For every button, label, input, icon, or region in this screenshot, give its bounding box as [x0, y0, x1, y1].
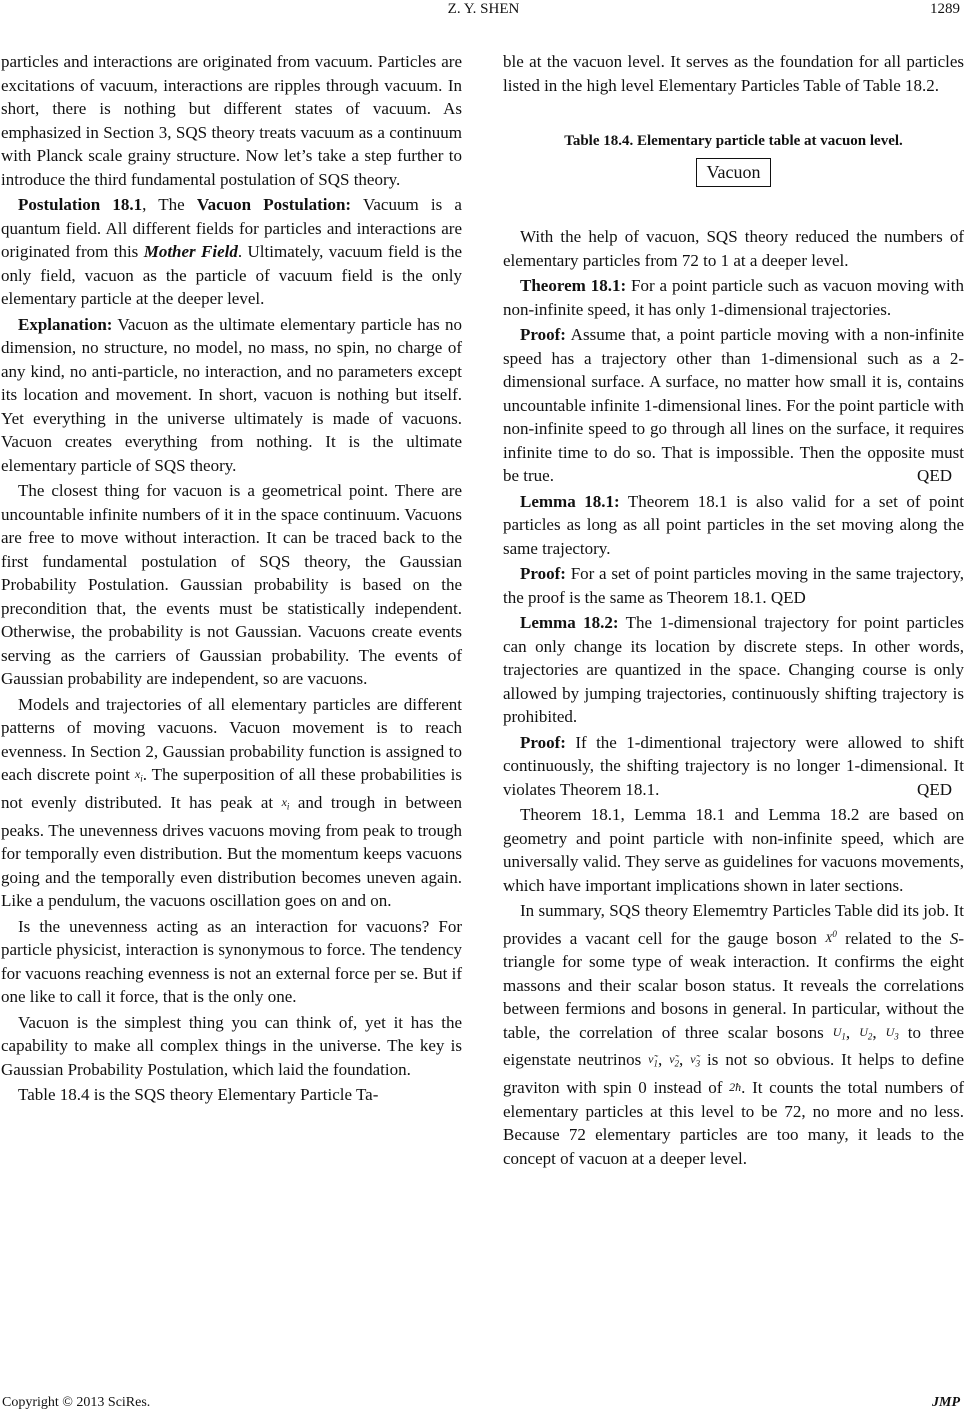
math-U2: $U_2$ — [859, 1024, 873, 1041]
lemma-label: Lemma 18.1: — [520, 491, 620, 511]
vacuon-table-cell: Vacuon — [696, 158, 772, 187]
copyright-footer: Copyright © 2013 SciRes. — [2, 1395, 151, 1410]
proof-text: If the 1-dimentional trajectory were allowed to shift continuously, the shifting trajectory is no longer 1-dimensional. It violates Theorem 18.1. — [503, 732, 964, 799]
math-nu1: $\nũ_1$ — [648, 1052, 658, 1069]
math-2hbar: 2ħ — [729, 1080, 742, 1095]
summary-text-4: to three eigenstate neutrinos — [503, 1022, 965, 1070]
postulation-18-1 — [1, 193, 462, 311]
paragraph-table-intro-end: ble at the vacuon level. It serves as the foundation for all particles listed in the high level Elementary Particles Table of Table 18.2. — [503, 52, 964, 95]
s-triangle-term: S — [949, 928, 959, 948]
theorem-text: For a point particle such as vacuon moving with non-infinite speed, it has only 1-dimensional trajectories. — [503, 276, 964, 319]
postulation-sep: , The — [142, 195, 197, 214]
models-text-1: Models and trajectories of all elementary particles are different patterns of moving vacuons. Vacuon movement is to reach evenness. In Section 2, Gaussian probability function is assigned to each discrete point — [1, 694, 462, 784]
summary-text-2: related to the — [836, 928, 950, 948]
table-caption: Table 18.4. Elementary particle table at vacuon level. — [564, 133, 903, 149]
lemma-text: Theorem 18.1 is also valid for a set of point particles as long as all point particles in the set moving along the same trajectory. — [503, 491, 964, 558]
vacuon-table — [503, 158, 964, 187]
proof-label: Proof: — [520, 732, 566, 752]
explanation-text: Vacuon as the ultimate elementary particle has no dimension, no structure, no model, no mass, no spin, no charge of any kind, no anti-particle, no interaction, and no parameters except its location and movement. In short, vacuon is nothing but itself. Yet everything in the universe ultimately is made of vacuons. Vacuon creates everything from nothing. It is the ultimate elementary particle of SQS theory. — [1, 314, 462, 475]
paragraph-simplest: Vacuon is the simplest thing you can think of, yet it has the capability to make all complex things in the universe. The key is Gaussian Probability Postulation, which laid the foundation. — [1, 1012, 462, 1079]
header-author: Z. Y. SHEN — [447, 1, 520, 17]
page-number: 1289 — [930, 1, 960, 17]
summary-text-5: is not so obvious. It helps to define graviton with spin 0 instead of — [503, 1050, 965, 1098]
paragraph-models — [1, 693, 462, 913]
math-nu2: $\nũ_2$ — [669, 1052, 680, 1069]
proof-lemma-18-2 — [503, 731, 964, 802]
lemma-label: Lemma 18.2: — [520, 613, 619, 632]
journal-footer: JMP — [932, 1395, 960, 1410]
proof-theorem-18-1 — [503, 323, 964, 488]
proof-text: Assume that, a point particle moving with a non-infinite speed has a trajectory other than 1-dimensional such as a 2-dimensional surface. A surface, no matter how small it is, contains uncountable infinite 1-dimensional lines. For the point particle with non-infinite speed to go through all lines on the surface, it requires infinite time to do so. That is impossible. Then the opposite must be true. — [503, 325, 964, 485]
models-text-3: and trough in between peaks. The unevenness drives vacuons moving from peak to trough for temporally even distribution. But the momentum keeps vacuons going and the temporally even distribution becomes uneven again. Like a pendulum, the vacuons oscillation goes on and on. — [1, 792, 462, 911]
left-column — [1, 50, 462, 1109]
proof-label: Proof: — [520, 325, 566, 344]
paragraph-table-intro: Table 18.4 is the SQS theory Elementary Particle Ta- — [18, 1085, 379, 1105]
mother-field-term: Mother Field — [143, 242, 238, 261]
qed-mark: QED — [917, 779, 952, 799]
summary-text-1: In summary, SQS theory Elememtry Particles Table did its job. It provides a vacant cell for the gauge boson — [503, 901, 964, 948]
right-column — [503, 50, 964, 1172]
summary-text-6: . It counts the total numbers of elementary particles at this level to be 72, no more and no less. Because 72 elementary particles are too many, it leads to the concept of vacuon at a deeper level. — [503, 1078, 964, 1168]
postulation-name: Vacuon Postulation: — [196, 195, 352, 214]
paragraph-universally-valid: Theorem 18.1, Lemma 18.1 and Lemma 18.2 are based on geometry and point particle with non-infinite speed, which are universally valid. They serve as guidelines for vacuons movements, which have important implications shown in later sections. — [503, 805, 964, 895]
lemma-text: The 1-dimensional trajectory for point particles can only change its location by discrete steps. In other words, trajectories are quantized in the space. Changing course is only allowed by jumping trajectories, continuously shifting trajectory is prohibited. — [503, 613, 964, 726]
models-text-2: . The superposition of all these probabilities is not evenly distributed. It has peak at — [1, 765, 462, 812]
summary-text-3: -triangle for some type of weak interaction. It confirms the eight massons and their scalar boson status. It reveals the correlations between fermions and bosons in general. In particular, without the table, the correlation of three scalar bosons — [503, 928, 964, 1042]
math-X0: $X^0$ — [825, 928, 837, 945]
postulation-text-1: Vacuum is a quantum field. All different fields for particles and interactions are originated from this — [1, 195, 462, 261]
proof-lemma-18-1 — [503, 562, 964, 609]
paragraph-help-of-vacuon: With the help of vacuon, SQS theory reduced the numbers of elementary particles from 72 to 1 at a deeper level. — [503, 227, 964, 270]
paragraph-closest-thing: The closest thing for vacuon is a geometrical point. There are uncountable infinite numbers of it in the space continuum. Vacuons are free to move without interaction. It can be traced back to the first fundamental postulation of SQS theory, the Gaussian Probability Postulation. Gaussian probability is based on the precondition that, the events must be statistically independent. Otherwise, the probability is not Gaussian. Vacuons create events serving as the carriers of Gaussian probability. The events of Gaussian probability are independent, so are vacuons. — [1, 481, 462, 688]
explanation-paragraph — [1, 313, 462, 478]
math-x-i: $x_i$ — [134, 767, 143, 784]
theorem-label: Theorem 18.1: — [520, 276, 627, 295]
proof-label: Proof: — [520, 564, 566, 583]
math-nu3: $\nũ_3$ — [690, 1052, 701, 1069]
paragraph-summary: In summary, SQS theory Elememtry Particles Table did its job. It provides a vacant cell for the gauge boson $X^0$ related to the S-triangle for some type of weak interaction. It confirms the eight massons and their scalar boson status. It reveals the correlations between fermions and bosons in general. In particular, without the table, the correlation of three scalar bosons $U_1$, $U_2$, $U_3$ to three eigenstate neutrinos $\nũ_1$, $\nũ_2$, $\nũ_3$ is not so obvious. It helps to define graviton with spin 0 instead of 2ħ. It counts the total numbers of elementary particles at this level to be 72, no more and no less. Because 72 elementary particles are too many, it leads to the concept of vacuon at a deeper level. — [503, 901, 965, 1168]
math-x-i: $x_i$ — [281, 794, 290, 812]
paragraph-unevenness: Is the unevenness acting as an interaction for vacuons? For particle physicist, interaction is synonymous to force. The tendency for vacuons reaching evenness is not an external force per se. But if one like to call it force, that is the only one. — [1, 916, 462, 1007]
lemma-18-2 — [503, 611, 964, 729]
paragraph-continued: particles and interactions are originated from vacuum. Particles are excitations of vacuum, interactions are ripples through vacuum. In short, there is nothing but different states of vacuum. As emphasized in Section 3, SQS theory treats vacuum as a continuum with Planck scale grainy structure. Now let’s take a step further to introduce the third fundamental postulation of SQS theory. — [1, 52, 462, 189]
postulation-text-2: . Ultimately, vacuum field is the only field, vacuon as the particle of vacuum field is the only elementary particle at the deeper level. — [1, 242, 463, 308]
theorem-18-1 — [503, 274, 964, 321]
qed-mark: QED — [917, 466, 952, 485]
proof-text: For a set of point particles moving in the same trajectory, the proof is the same as Theorem 18.1. QED — [503, 564, 964, 607]
math-U3: $U_3$ — [885, 1024, 899, 1041]
lemma-18-1 — [503, 490, 964, 561]
postulation-label: Postulation 18.1 — [18, 195, 143, 214]
math-U1: $U_1$ — [832, 1024, 846, 1041]
explanation-label: Explanation: — [18, 314, 113, 334]
